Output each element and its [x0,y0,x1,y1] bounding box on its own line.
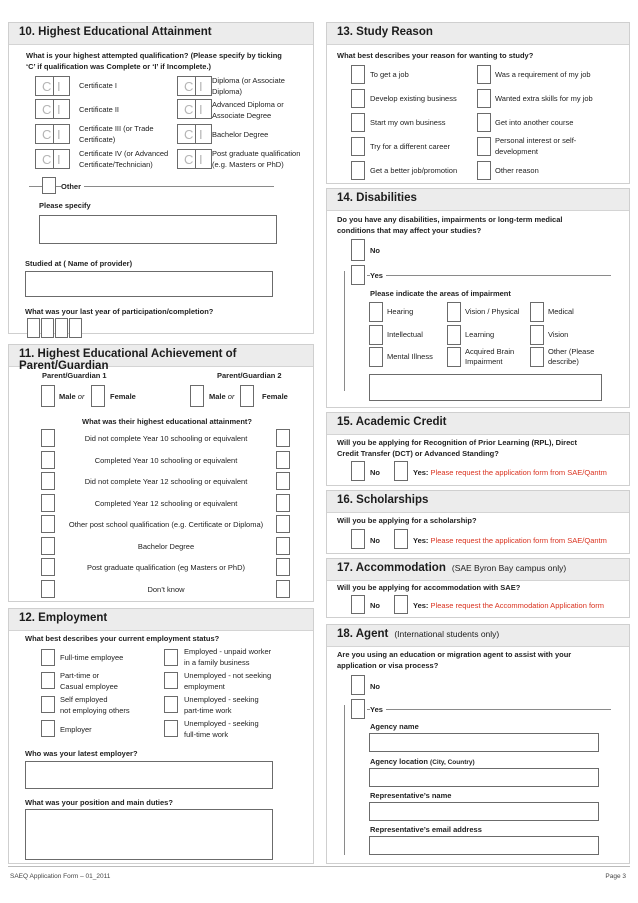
footer-rule [8,866,630,867]
section-12-header [9,609,313,631]
s10-question-line1: What is your highest attempted qualification? (Please specify by ticking [26,51,282,60]
study-reason-label: Get a better job/promotion [370,166,458,175]
position-duties-label: What was your position and main duties? [25,798,173,807]
study-reason-checkbox[interactable] [351,137,365,156]
emp-fulltime-label: Full-time employee [60,653,124,662]
section-18-title: 18. Agent [337,628,389,640]
section-15-header [327,413,629,435]
agent-no-label: No [370,682,380,691]
emp-unemp-ft-checkbox[interactable] [164,720,178,737]
label-adv-diploma-b: Associate Degree [212,111,272,120]
study-reason-label: Develop existing business [370,94,457,103]
other-checkbox[interactable] [42,177,56,194]
attainment-option: Did not complete Year 10 schooling or equivalent [84,434,248,443]
attainment-option: Did not complete Year 12 schooling or equivalent [84,477,248,486]
ci-box-cert-2[interactable]: C I [35,99,70,119]
study-reason-question: What best describes your reason for wanting to study? [337,51,534,60]
emp-unemp-notseek-checkbox[interactable] [164,672,178,689]
study-reason-label: Get into another course [495,118,574,127]
p1-female-checkbox[interactable] [91,385,105,407]
agency-location-field[interactable] [369,768,599,787]
p2-attainment-checkbox[interactable] [276,580,290,598]
attainment-option: Post graduate qualification (eg Masters or PhD) [87,563,245,572]
credit-yes-label: Yes: Please request the application form from SAE/Qantm [413,468,607,477]
accommodation-no-checkbox[interactable] [351,595,365,614]
p1-attainment-checkbox[interactable] [41,580,55,598]
studied-at-label: Studied at ( Name of provider) [25,259,133,268]
ci-box-bachelor[interactable]: C I [177,124,212,144]
yes-divider [367,275,611,276]
footer-page-number: Page 3 [605,873,626,880]
credit-note: Please request the application form from SAE/Qantm [430,468,607,477]
study-reason-checkbox[interactable] [477,65,491,84]
disability-no-checkbox[interactable] [351,239,365,261]
study-reason-label: Try for a different career [370,142,451,151]
p1-male-label: Male or [59,392,85,401]
accommodation-yes-label: Yes: Please request the Accommodation Application form [413,601,604,610]
parent-attainment-question: What was their highest educational attainment? [81,417,253,426]
year-digit-2[interactable] [41,318,54,338]
studied-at-field[interactable] [25,271,273,297]
agency-name-label: Agency name [370,722,419,731]
impairment-label: Hearing [387,307,414,316]
ci-box-diploma[interactable]: C I [177,76,212,96]
p1-attainment-checkbox[interactable] [41,472,55,490]
study-reason-label: development [495,147,538,156]
study-reason-label: Other reason [495,166,539,175]
impairment-label: Acquired Brain [465,347,515,356]
academic-credit-question-2: Credit Transfer (DCT) or Advanced Standing? [337,449,499,458]
section-13-title: 13. Study Reason [337,26,433,38]
credit-yes-checkbox[interactable] [394,461,408,481]
study-reason-checkbox[interactable] [351,65,365,84]
section-11-header [9,345,313,372]
label-cert-4a: Certificate IV (or Advanced [79,149,169,158]
agent-yes-checkbox[interactable] [351,699,365,719]
emp-unemp-pt-checkbox[interactable] [164,696,178,713]
study-reason-label: Was a requirement of my job [495,70,591,79]
agent-yes-bracket [344,705,350,855]
scholarship-no-label: No [370,536,380,545]
section-15-title: 15. Academic Credit [337,416,447,428]
label-cert-3b: Certificate) [79,135,116,144]
emp-fulltime-checkbox[interactable] [41,649,55,666]
impairment-label: Mental Illness [387,352,433,361]
section-11-parent-education [8,344,314,602]
p2-attainment-checkbox[interactable] [276,429,290,447]
last-year-label: What was your last year of participation/completion? [25,307,214,316]
p2-attainment-checkbox[interactable] [276,537,290,555]
footer-form-id: SAEQ Application Form – 01_2011 [10,873,111,880]
emp-employer-checkbox[interactable] [41,720,55,737]
impairment-areas-label: Please indicate the areas of impairment [370,289,511,298]
impairment-checkbox[interactable] [530,347,544,367]
study-reason-label: Start my own business [370,118,446,127]
p1-attainment-checkbox[interactable] [41,558,55,576]
section-18-header [327,625,629,647]
agency-location-label: Agency location (City, Country) [370,757,475,766]
ci-box-cert-3[interactable]: C I [35,124,70,144]
impairment-label: Intellectual [387,330,423,339]
accommodation-no-label: No [370,601,380,610]
p1-attainment-checkbox[interactable] [41,451,55,469]
latest-employer-field[interactable] [25,761,273,789]
study-reason-checkbox[interactable] [351,113,365,132]
accommodation-note: Please request the Accommodation Application form [430,601,604,610]
parent-1-label: Parent/Guardian 1 [42,371,107,380]
p2-male-label: Male or [209,392,235,401]
study-reason-checkbox[interactable] [351,161,365,180]
label-diploma-a: Diploma (or Associate [212,76,285,85]
scholarship-yes-label: Yes: Please request the application form from SAE/Qantm [413,536,607,545]
emp-parttime-label-b: Casual employee [60,682,118,691]
section-10-title: 10. Highest Educational Attainment [19,26,212,38]
s10-question-line2: ‘C’ if qualification was Complete or ‘I’ if Incomplete.) [26,62,212,71]
section-12-employment [8,608,314,864]
section-11-title: 11. Highest Educational Achievement of Parent/Guardian [19,348,237,372]
emp-parttime-label-a: Part-time or [60,671,100,680]
attainment-option: Completed Year 12 schooling or equivalent [94,498,238,508]
study-reason-checkbox[interactable] [477,89,491,108]
year-digit-1[interactable] [27,318,40,338]
section-13-study-reason [326,22,630,184]
section-14-disabilities [326,188,630,408]
p2-attainment-checkbox[interactable] [276,558,290,576]
agent-question-2: application or visa process? [337,661,439,670]
section-17-title: 17. Accommodation [337,562,446,574]
section-14-header [327,189,629,211]
section-18-agent [326,624,630,864]
study-reason-checkbox[interactable] [477,137,491,156]
emp-unemp-ft-label-a: Unemployed - seeking [184,719,259,728]
agent-question-1: Are you using an education or migration agent to assist with your [337,650,572,659]
label-cert-2: Certificate II [79,105,120,114]
employment-question: What best describes your current employment status? [25,634,220,643]
disability-yes-checkbox[interactable] [351,265,365,285]
attainment-option: Completed Year 10 schooling or equivalent [94,455,238,465]
study-reason-label: Wanted extra skills for my job [495,94,593,103]
impairment-checkbox[interactable] [447,302,461,322]
scholarship-yes-checkbox[interactable] [394,529,408,549]
emp-unemp-notseek-label-a: Unemployed - not seeking [184,671,272,680]
p1-female-label: Female [110,392,136,401]
emp-self-checkbox[interactable] [41,696,55,713]
p1-attainment-checkbox[interactable] [41,515,55,533]
study-reason-checkbox[interactable] [477,161,491,180]
accommodation-question: Will you be applying for accommodation with SAE? [337,583,521,592]
please-specify-label: Please specify [39,201,91,210]
scholarship-no-checkbox[interactable] [351,529,365,549]
year-digit-3[interactable] [55,318,68,338]
credit-no-label: No [370,468,380,477]
section-10-header [9,23,313,45]
impairment-checkbox[interactable] [447,347,461,367]
impairment-label: Vision [548,330,569,339]
section-13-header [327,23,629,45]
section-17-subtitle: (SAE Byron Bay campus only) [451,563,567,573]
impairment-label: describe) [548,357,579,366]
p1-attainment-checkbox[interactable] [41,429,55,447]
impairment-checkbox[interactable] [369,347,383,367]
ci-box-postgrad[interactable]: C I [177,149,212,169]
section-16-title: 16. Scholarships [337,494,429,506]
impairment-checkbox[interactable] [530,325,544,345]
emp-unemp-notseek-label-b: employment [184,682,225,691]
rep-email-label: Representative’s email address [370,825,482,834]
label-adv-diploma-a: Advanced Diploma or [212,100,284,109]
p1-attainment-checkbox[interactable] [41,537,55,555]
label-cert-1: Certificate I [79,81,117,90]
label-postgrad-a: Post graduate qualification [212,149,301,158]
ci-box-cert-1[interactable]: C I [35,76,70,96]
emp-unemp-ft-label-b: full-time work [184,730,229,739]
rep-name-label: Representative’s name [370,791,452,800]
p2-attainment-checkbox[interactable] [276,494,290,512]
year-digit-4[interactable] [69,318,82,338]
impairment-label: Medical [548,307,574,316]
emp-self-label-b: not employing others [60,706,130,715]
impairment-label: Vision / Physical [465,307,520,316]
impairment-checkbox[interactable] [369,302,383,322]
emp-unpaid-checkbox[interactable] [164,649,178,666]
agent-yes-divider [367,709,611,710]
p1-attainment-checkbox[interactable] [41,494,55,512]
other-specify-field[interactable] [39,215,277,244]
scholarship-note: Please request the application form from SAE/Qantm [430,536,607,545]
impairment-checkbox[interactable] [447,325,461,345]
section-12-title: 12. Employment [19,612,108,624]
p1-male-checkbox[interactable] [41,385,55,407]
parent-2-label: Parent/Guardian 2 [217,371,282,380]
accommodation-yes-checkbox[interactable] [394,595,408,614]
rep-name-field[interactable] [369,802,599,821]
ci-box-cert-4[interactable]: C I [35,149,70,169]
study-reason-label: Personal interest or self- [495,136,577,145]
label-postgrad-b: (e.g. Masters or PhD) [212,160,284,169]
disability-yes-label: Yes [370,271,386,281]
impairment-label: Learning [465,330,495,339]
emp-unpaid-label-b: in a family business [184,658,250,667]
emp-unemp-pt-label-b: part-time work [184,706,232,715]
ci-box-adv-diploma[interactable]: C I [177,99,212,119]
section-17-header [327,559,629,581]
disabilities-question-2: conditions that may affect your studies? [337,226,482,235]
label-diploma-b: Diploma) [212,87,243,96]
p2-male-checkbox[interactable] [190,385,204,407]
p2-female-checkbox[interactable] [240,385,254,407]
label-bachelor: Bachelor Degree [212,130,269,139]
impairment-checkbox[interactable] [369,325,383,345]
yes-bracket [344,271,350,391]
disabilities-question-1: Do you have any disabilities, impairments or long-term medical [337,215,563,224]
agent-yes-label: Yes [370,705,386,715]
other-label: Other [61,182,84,192]
label-cert-4b: Certificate/Technician) [79,160,153,169]
agency-name-field[interactable] [369,733,599,752]
position-duties-field[interactable] [25,809,273,860]
p2-attainment-checkbox[interactable] [276,472,290,490]
p2-attainment-checkbox[interactable] [276,515,290,533]
emp-employer-label: Employer [60,725,92,734]
latest-employer-label: Who was your latest employer? [25,749,138,758]
emp-unemp-pt-label-a: Unemployed - seeking [184,695,259,704]
impairment-label: Impairment [465,357,503,366]
attainment-option: Other post school qualification (e.g. Certificate or Diploma) [68,520,264,529]
academic-credit-question-1: Will you be applying for Recognition of Prior Learning (RPL), Direct [337,438,577,447]
attainment-option: Don’t know [147,584,185,594]
agent-no-checkbox[interactable] [351,675,365,695]
credit-no-checkbox[interactable] [351,461,365,481]
disability-no-label: No [370,246,380,255]
study-reason-checkbox[interactable] [477,113,491,132]
study-reason-label: To get a job [370,70,409,79]
section-16-header [327,491,629,513]
p2-attainment-checkbox[interactable] [276,451,290,469]
section-16-scholarships [326,490,630,554]
impairment-label: Other (Please [548,347,595,356]
section-14-title: 14. Disabilities [337,192,417,204]
section-10-education [8,22,314,334]
rep-email-field[interactable] [369,836,599,855]
impairment-checkbox[interactable] [530,302,544,322]
p2-female-label: Female [262,392,288,401]
section-15-academic-credit [326,412,630,486]
section-17-accommodation [326,558,630,618]
emp-self-label-a: Self employed [60,695,108,704]
impairment-describe-field[interactable] [369,374,602,401]
attainment-option: Bachelor Degree [137,541,195,551]
section-18-subtitle: (International students only) [394,629,500,639]
scholarship-question: Will you be applying for a scholarship? [337,516,477,525]
study-reason-checkbox[interactable] [351,89,365,108]
label-cert-3a: Certificate III (or Trade [79,124,154,133]
emp-parttime-checkbox[interactable] [41,672,55,689]
emp-unpaid-label-a: Employed - unpaid worker [184,647,272,656]
